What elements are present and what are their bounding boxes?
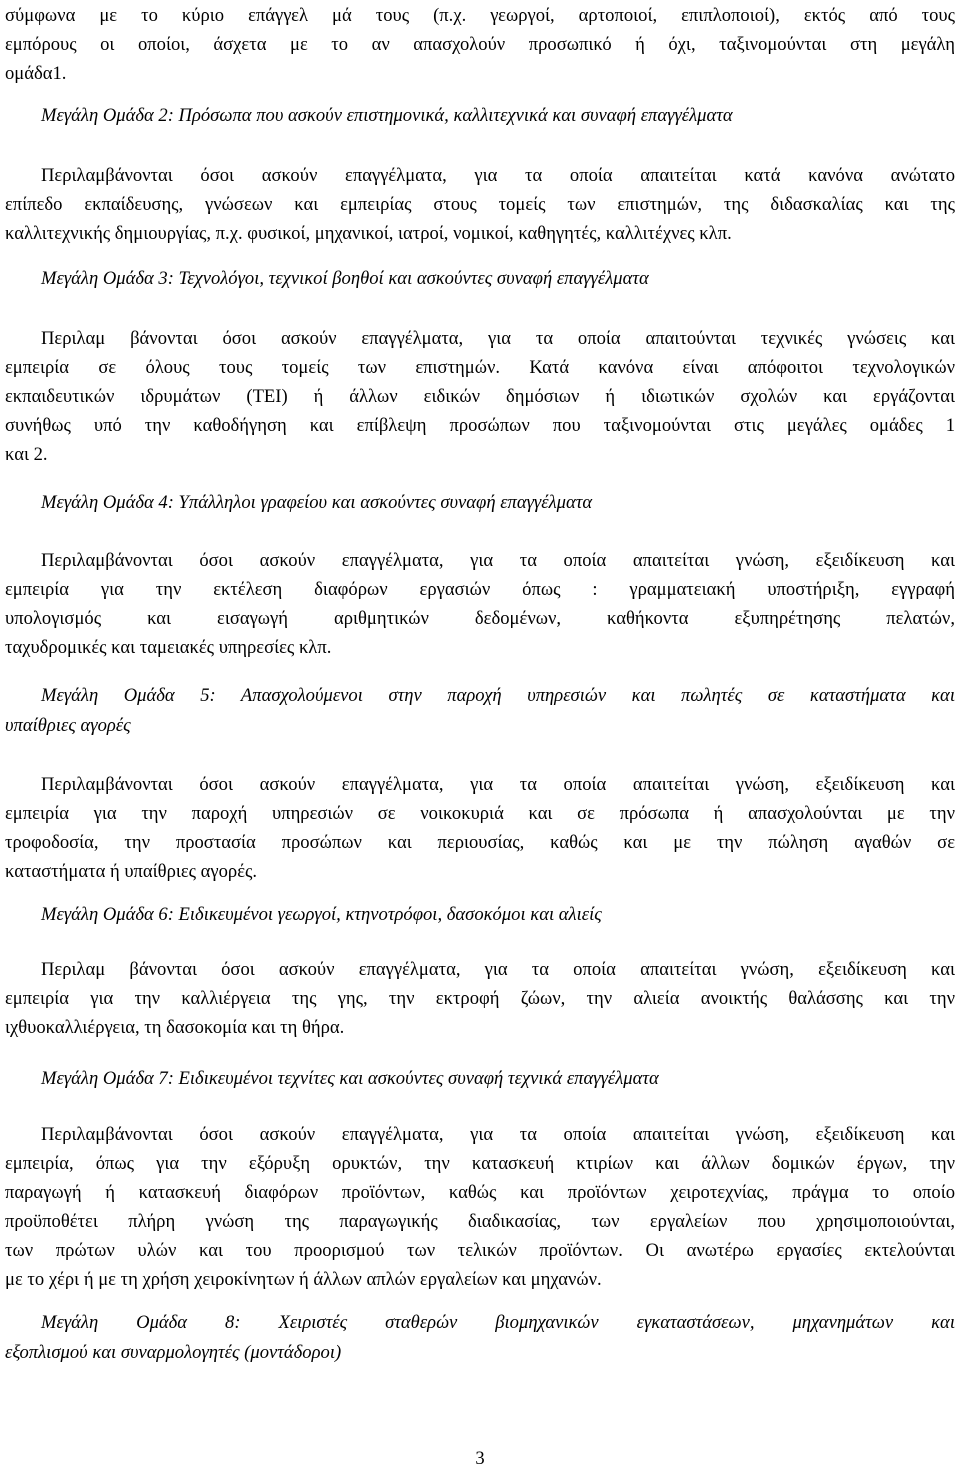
group7-heading: Μεγάλη Ομάδα 7: Ειδικευμένοι τεχνίτες και ασκούντες συναφή τεχνικά επαγγέλματα <box>41 1068 659 1089</box>
group3-body-line-2: εμπειρία σε όλους τους τομείς των επιστημών. Κατά κανόνα είναι απόφοιτοι τεχνολογικών <box>5 357 955 378</box>
group4-body-line-2: εμπειρία για την εκτέλεση διαφόρων εργασιών όπως : γραμματειακή υποστήριξη, εγγραφή <box>5 579 955 600</box>
group5-body-line-4: καταστήματα ή υπαίθριες αγορές. <box>5 861 258 882</box>
group2-body-line-1: Περιλαμβάνονται όσοι ασκούν επαγγέλματα, για τα οποία απαιτείται κατά κανόνα ανώτατο <box>41 165 955 186</box>
document-page <box>5 0 955 1478</box>
group7-body-line-1: Περιλαμβάνονται όσοι ασκούν επαγγέλματα, για τα οποία απαιτείται γνώση, εξειδίκευση και <box>41 1124 955 1145</box>
group4-body-line-3: υπολογισμός και εισαγωγή αριθμητικών δεδομένων, καθήκοντα εξυπηρέτησης πελατών, <box>5 608 955 629</box>
group3-body-line-4: συνήθως υπό την καθοδήγηση και επίβλεψη προσώπων που ταξινομούνται στις μεγάλες ομάδες 1 <box>5 415 955 436</box>
group3-body-line-5: και 2. <box>5 444 48 465</box>
group6-body-line-2: εμπειρία για την καλλιέργεια της γης, την εκτροφή ζώων, την αλιεία ανοικτής θαλάσσης και την <box>5 988 955 1009</box>
group4-body-line-1: Περιλαμβάνονται όσοι ασκούν επαγγέλματα, για τα οποία απαιτείται γνώση, εξειδίκευση και <box>41 550 955 571</box>
group4-heading: Μεγάλη Ομάδα 4: Υπάλληλοι γραφείου και ασκούντες συναφή επαγγέλματα <box>41 492 593 513</box>
group5-body-line-2: εμπειρία για την παροχή υπηρεσιών σε νοικοκυριά και σε πρόσωπα ή απασχολούνται με την <box>5 803 955 824</box>
group8-heading-line-1: Μεγάλη Ομάδα 8: Χειριστές σταθερών βιομηχανικών εγκαταστάσεων, μηχανημάτων και <box>41 1312 955 1333</box>
intro-line-2: εμπόρους οι οποίοι, άσχετα με το αν απασχολούν προσωπικό ή όχι, ταξινομούνται στη μεγάλη <box>5 34 955 55</box>
group7-body-line-3: παραγωγή ή κατασκευή διαφόρων προϊόντων, καθώς και προϊόντων χειροτεχνίας, πράγμα το οποίο <box>5 1182 955 1203</box>
group2-body-line-3: καλλιτεχνικής δημιουργίας, π.χ. φυσικοί, μηχανικοί, ιατροί, νομικοί, καθηγητές, καλλιτέχνες κλπ. <box>5 223 732 244</box>
group7-body-line-5: των πρώτων υλών και του προορισμού των τελικών προϊόντων. Οι ανωτέρω εργασίες εκτελούνται <box>5 1240 955 1261</box>
group7-body-line-4: προϋποθέτει πλήρη γνώση της παραγωγικής διαδικασίας, των εργαλείων που χρησιμοποιούνται, <box>5 1211 955 1232</box>
intro-line-3: ομάδα1. <box>5 63 67 84</box>
page-number: 3 <box>475 1448 485 1469</box>
group8-heading-line-2: εξοπλισμού και συναρμολογητές (μοντάδοροι) <box>5 1342 342 1363</box>
group6-body-line-1: Περιλαμ βάνονται όσοι ασκούν επαγγέλματα, για τα οποία απαιτείται γνώση, εξειδίκευση και <box>41 959 955 980</box>
group7-body-line-2: εμπειρία, όπως για την εξόρυξη ορυκτών, την κατασκευή κτιρίων και άλλων δομικών έργων, την <box>5 1153 955 1174</box>
group5-body-line-1: Περιλαμβάνονται όσοι ασκούν επαγγέλματα, για τα οποία απαιτείται γνώση, εξειδίκευση και <box>41 774 955 795</box>
group3-heading: Μεγάλη Ομάδα 3: Τεχνολόγοι, τεχνικοί βοηθοί και ασκούντες συναφή επαγγέλματα <box>41 268 649 289</box>
group2-heading: Μεγάλη Ομάδα 2: Πρόσωπα που ασκούν επιστημονικά, καλλιτεχνικά και συναφή επαγγέλματα <box>41 105 733 126</box>
intro-line-1: σύμφωνα με το κύριο επάγγελ μά τους (π.χ. γεωργοί, αρτοποιοί, επιπλοποιοί), εκτός από τους <box>5 5 955 26</box>
group3-body-line-1: Περιλαμ βάνονται όσοι ασκούν επαγγέλματα, για τα οποία απαιτούνται τεχνικές γνώσεις και <box>41 328 955 349</box>
group6-body-line-3: ιχθυοκαλλιέργεια, τη δασοκομία και τη θήρα. <box>5 1017 345 1038</box>
group5-body-line-3: τροφοδοσία, την προστασία προσώπων και περιουσίας, καθώς και με την πώληση αγαθών σε <box>5 832 955 853</box>
group5-heading-line-1: Μεγάλη Ομάδα 5: Απασχολούμενοι στην παροχή υπηρεσιών και πωλητές σε καταστήματα και <box>41 685 955 706</box>
group7-body-line-6: με το χέρι ή με τη χρήση χειροκίνητων ή άλλων απλών εργαλείων και μηχανών. <box>5 1269 602 1290</box>
group6-heading: Μεγάλη Ομάδα 6: Ειδικευμένοι γεωργοί, κτηνοτρόφοι, δασοκόμοι και αλιείς <box>41 904 602 925</box>
group2-body-line-2: επίπεδο εκπαίδευσης, γνώσεων και εμπειρίας στους τομείς των επιστημών, της διδασκαλίας και της <box>5 194 955 215</box>
group5-heading-line-2: υπαίθριες αγορές <box>5 715 131 736</box>
group4-body-line-4: ταχυδρομικές και ταμειακές υπηρεσίες κλπ. <box>5 637 332 658</box>
group3-body-line-3: εκπαιδευτικών ιδρυμάτων (ΤΕΙ) ή άλλων ειδικών δημόσιων ή ιδιωτικών σχολών και εργάζονται <box>5 386 955 407</box>
